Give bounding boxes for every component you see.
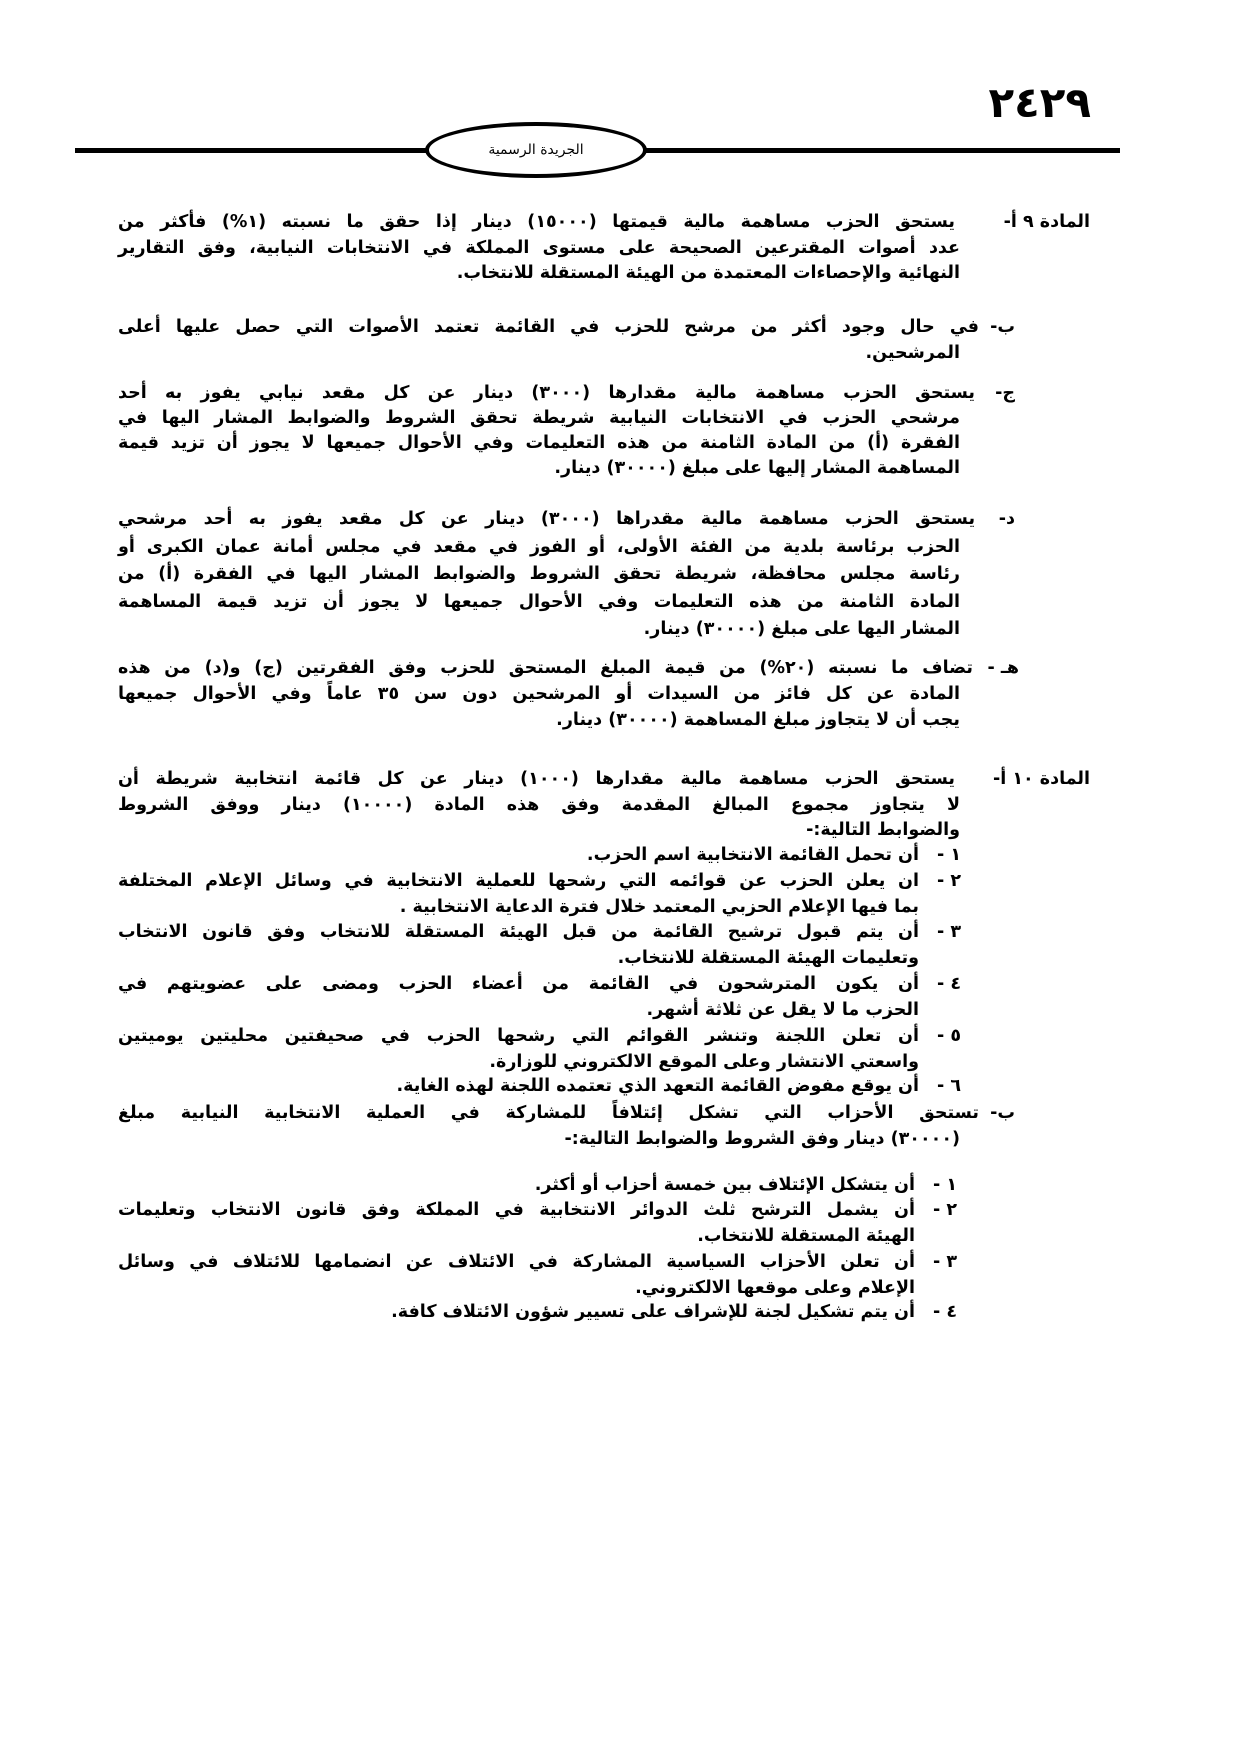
clause-text-line: يستحق الحزب مساهمة مالية قيمتها (١٥٠٠٠) دينار إذا حقق ما نسبته (١%) فأكثر من [118, 212, 955, 232]
clause-text-line: والضوابط التالية:- [806, 820, 960, 840]
clause-text-line: أن يشمل الترشح ثلث الدوائر الانتخابية في المملكة وفق قانون الانتخاب وتعليمات [118, 1200, 915, 1220]
clause-label: ٢ - [936, 871, 961, 891]
clause-text-line: (٣٠٠٠٠) دينار وفق الشروط والضوابط التالية:- [564, 1129, 960, 1149]
clause-text-line: واسعتي الانتشار وعلى الموقع الالكتروني للوزارة. [489, 1051, 919, 1072]
publication-title-oval [425, 122, 647, 178]
clause-text-line: يستحق الحزب مساهمة مالية مقدراها (٣٠٠٠) دينار عن كل مقعد يفوز به أحد مرشحي [118, 509, 976, 529]
clause-text-line: تضاف ما نسبته (٢٠%) من قيمة المبلغ المستحق للحزب وفق الفقرتين (ج) و(د) من هذه [118, 658, 973, 678]
clause-text-line: أن يتشكل الإئتلاف بين خمسة أحزاب أو أكثر. [534, 1175, 915, 1195]
clause-label: هـ - [987, 658, 1019, 678]
clause-text-line: الهيئة المستقلة للانتخاب. [697, 1226, 915, 1246]
clause-text-line: مرشحي الحزب في الانتخابات النيابية شريطة تحقق الشروط والضوابط المشار اليها في [118, 408, 960, 428]
clause-label: د- [998, 509, 1015, 529]
clause-text-line: أن تحمل القائمة الانتخابية اسم الحزب. [586, 845, 919, 865]
clause-label: المادة ٩ أ- [1003, 212, 1090, 232]
clause-text-line: الحزب برئاسة بلدية من الفئة الأولى، أو الفوز في مقعد في مجلس أمانة عمان الكبرى أو [118, 536, 960, 557]
clause-label: ٤ - [936, 974, 961, 994]
clause-text-line: المساهمة المشار إليها على مبلغ (٣٠٠٠٠) دينار. [554, 458, 960, 478]
publication-title: الجريدة الرسمية [488, 142, 584, 158]
clause-label: ٢ - [932, 1200, 957, 1220]
clause-text-line: أن تعلن الأحزاب السياسية المشاركة في الائتلاف عن انضمامها للائتلاف في وسائل [118, 1252, 915, 1272]
clause-text-line: النهائية والإحصاءات المعتمدة من الهيئة المستقلة للانتخاب. [456, 263, 960, 283]
clause-text-line: الفقرة (أ) من المادة الثامنة من هذه التعليمات وفي الأحوال جميعها لا يجوز أن تزيد قيمة [118, 433, 960, 453]
clause-text-line: وتعليمات الهيئة المستقلة للانتخاب. [617, 947, 919, 968]
clause-text-line: المشار اليها على مبلغ (٣٠٠٠٠) دينار. [643, 619, 960, 639]
clause-text-line: أن يوقع مفوض القائمة التعهد الذي تعتمده اللجنة لهذه الغاية. [396, 1076, 919, 1096]
clause-text-line: أن يكون المترشحون في القائمة من أعضاء الحزب ومضى على عضويتهم في [118, 974, 919, 994]
clause-text-line: رئاسة مجلس محافظة، شريطة تحقق الشروط والضوابط المشار اليها في الفقرة (أ) من [118, 564, 960, 584]
clause-text-line: عدد أصوات المقترعين الصحيحة على مستوى المملكة في الانتخابات النيابية، وفق التقارير [118, 237, 960, 258]
clause-text-line: أن يتم قبول ترشيح القائمة من قبل الهيئة المستقلة للانتخاب وفق قانون الانتخاب [118, 922, 919, 942]
clause-label: ١ - [932, 1175, 957, 1195]
clause-text-line: أن تعلن اللجنة وتنشر القوائم التي رشحها الحزب في صحيفتين محليتين يوميتين [118, 1026, 919, 1046]
clause-text-line: في حال وجود أكثر من مرشح للحزب في القائمة تعتمد الأصوات التي حصل عليها أعلى [118, 317, 979, 337]
clause-label: ٥ - [936, 1026, 961, 1046]
clause-text-line: الحزب ما لا يقل عن ثلاثة أشهر. [646, 1000, 919, 1020]
clause-text-line: لا يتجاوز مجموع المبالغ المقدمة وفق هذه المادة (١٠٠٠٠) دينار ووفق الشروط [118, 794, 961, 815]
page-number: ٢٤٢٩ [988, 78, 1091, 127]
clause-label: المادة ١٠ أ- [992, 769, 1090, 789]
clause-text-line: المادة عن كل فائز من السيدات أو المرشحين دون سن ٣٥ عاماً وفي الأحوال جميعها [118, 684, 960, 704]
clause-text-line: الإعلام وعلى موقعها الالكتروني. [635, 1277, 915, 1298]
clause-text-line: المادة الثامنة من هذه التعليمات وفي الأحوال جميعها لا يجوز أن تزيد قيمة المساهمة [118, 591, 960, 612]
clause-text-line: يستحق الحزب مساهمة مالية مقدارها (٣٠٠٠) دينار عن كل مقعد نيابي يفوز به أحد [118, 383, 975, 403]
clause-text-line: المرشحين. [865, 343, 960, 363]
clause-label: ب- [990, 317, 1015, 337]
clause-text-line: يستحق الحزب مساهمة مالية مقدارها (١٠٠٠) دينار عن كل قائمة انتخابية شريطة أن [118, 769, 955, 789]
clause-text-line: ان يعلن الحزب عن قوائمه التي رشحها للعملية الانتخابية في وسائل الإعلام المختلفة [118, 871, 919, 891]
clause-label: ٣ - [932, 1252, 957, 1272]
clause-text-line: يجب أن لا يتجاوز مبلغ المساهمة (٣٠٠٠٠) دينار. [556, 710, 960, 730]
clause-label: ١ - [936, 845, 961, 865]
clause-text-line: تستحق الأحزاب التي تشكل إئتلافاً للمشاركة في العملية الانتخابية النيابية مبلغ [118, 1103, 979, 1123]
clause-label: ٦ - [936, 1076, 961, 1096]
clause-text-line: أن يتم تشكيل لجنة للإشراف على تسيير شؤون الائتلاف كافة. [391, 1302, 915, 1322]
clause-label: ج- [995, 383, 1015, 403]
clause-text-line: بما فيها الإعلام الحزبي المعتمد خلال فترة الدعاية الانتخابية . [399, 896, 919, 917]
clause-label: ٤ - [932, 1302, 957, 1322]
clause-label: ب- [990, 1103, 1015, 1123]
clause-label: ٣ - [936, 922, 961, 942]
